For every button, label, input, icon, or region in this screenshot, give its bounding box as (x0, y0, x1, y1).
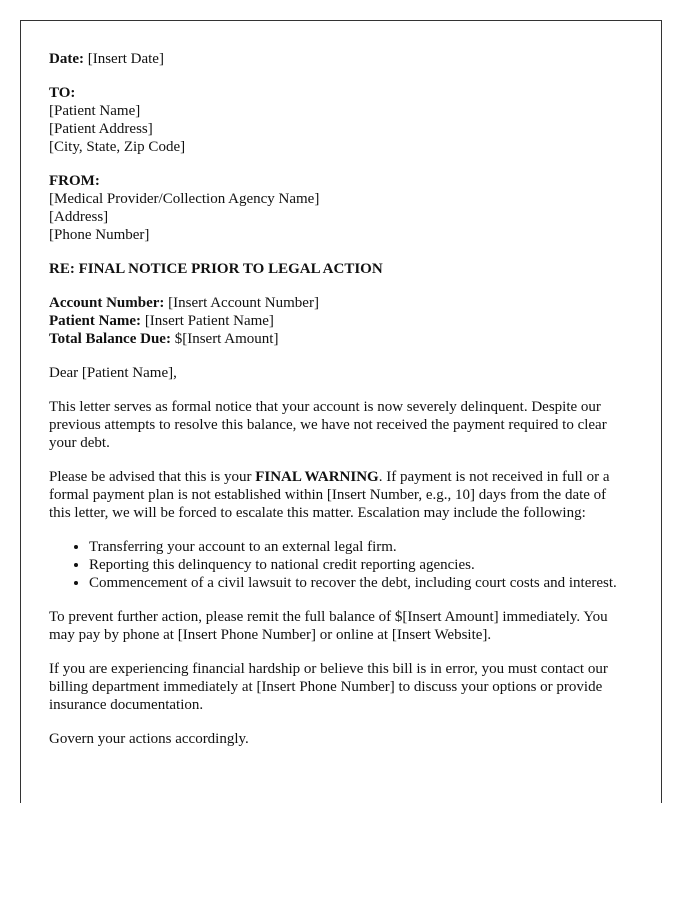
subject-line: RE: FINAL NOTICE PRIOR TO LEGAL ACTION (49, 261, 383, 277)
paragraph-hardship: If you are experiencing financial hardship or believe this bill is in error, you must contact our billing department immediately at [Insert Phone Number] to discuss your options or provide insurance documentation. (49, 661, 608, 713)
paragraph-notice: This letter serves as formal notice that your account is now severely delinquent. Despite our previous attempts to resolve this balance, we have not received the payment required to clear your debt. (49, 399, 607, 451)
account-details: Account Number: [Insert Account Number] Patient Name: [Insert Patient Name] Total Balance Due: $[Insert Amount] (49, 295, 319, 347)
paragraph-payment: To prevent further action, please remit the full balance of $[Insert Amount] immediately. You may pay by phone at [Insert Phone Number] or online at [Insert Website]. (49, 609, 608, 643)
recipient-block: TO: [Patient Name] [Patient Address] [City, State, Zip Code] (49, 85, 186, 155)
closing-line: Govern your actions accordingly. (49, 731, 249, 747)
list-item: • Commencement of a civil lawsuit to recover the debt, including court costs and interest. (89, 574, 629, 592)
list-item: • Transferring your account to an external legal firm. (89, 538, 629, 556)
letter-page (20, 20, 662, 803)
salutation: Dear [Patient Name], (49, 365, 177, 381)
paragraph-warning: Please be advised that this is your FINAL WARNING. If payment is not received in full or a formal payment plan is not established within [Insert Number, e.g., 10] days from the date of this letter, we will be forced to escalate this matter. Escalation may include the following: (49, 469, 610, 521)
sender-block: FROM: [Medical Provider/Collection Agency Name] [Address] [Phone Number] (49, 173, 320, 243)
list-item: • Reporting this delinquency to national credit reporting agencies. (89, 556, 629, 574)
escalation-list (49, 538, 629, 592)
date-line: Date: [Insert Date] (49, 51, 164, 67)
